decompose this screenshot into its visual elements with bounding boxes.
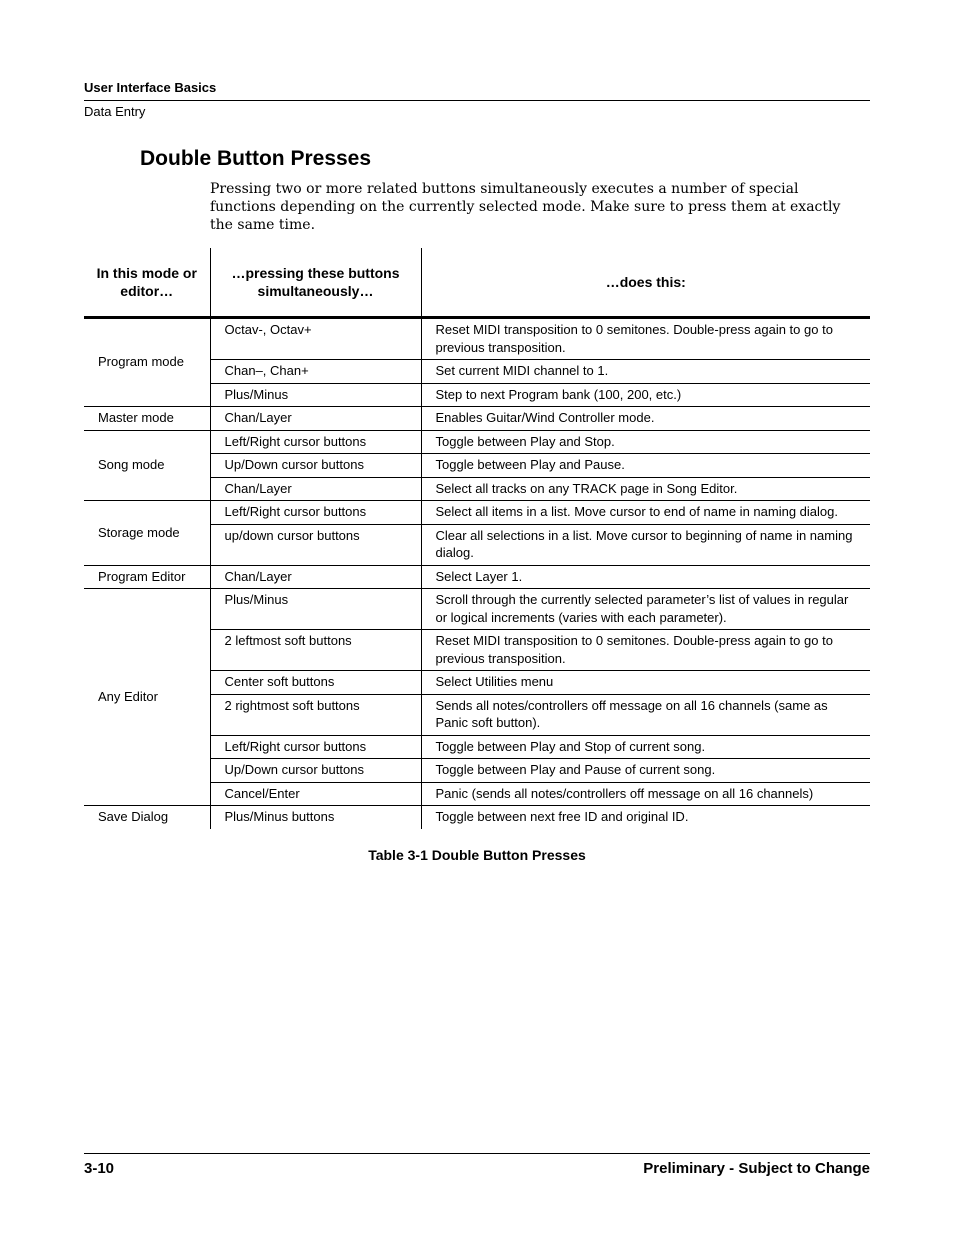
mode-cell: Program mode xyxy=(84,318,210,407)
column-header-buttons: …pressing these buttons simultaneously… xyxy=(210,248,421,318)
buttons-cell: Up/Down cursor buttons xyxy=(210,759,421,783)
column-header-action: …does this: xyxy=(421,248,870,318)
buttons-cell: Chan/Layer xyxy=(210,407,421,431)
action-cell: Select all tracks on any TRACK page in Song Editor. xyxy=(421,477,870,501)
buttons-cell: Left/Right cursor buttons xyxy=(210,735,421,759)
action-cell: Toggle between Play and Stop of current song. xyxy=(421,735,870,759)
buttons-cell: Chan–, Chan+ xyxy=(210,360,421,384)
buttons-cell: 2 leftmost soft buttons xyxy=(210,630,421,671)
mode-cell: Master mode xyxy=(84,407,210,431)
buttons-cell: Plus/Minus xyxy=(210,589,421,630)
buttons-cell: Octav-, Octav+ xyxy=(210,318,421,360)
buttons-cell: Chan/Layer xyxy=(210,565,421,589)
table-header-row xyxy=(84,248,870,318)
action-cell: Clear all selections in a list. Move cursor to beginning of name in naming dialog. xyxy=(421,524,870,565)
page-heading: Double Button Presses xyxy=(140,147,372,170)
action-cell: Panic (sends all notes/controllers off message on all 16 channels) xyxy=(421,782,870,806)
buttons-cell: Chan/Layer xyxy=(210,477,421,501)
table-row xyxy=(84,407,870,431)
buttons-cell: Plus/Minus xyxy=(210,383,421,407)
mode-cell: Any Editor xyxy=(84,589,210,806)
footer-note: Preliminary - Subject to Change xyxy=(643,1160,870,1177)
action-cell: Toggle between Play and Stop. xyxy=(421,430,870,454)
buttons-cell: Left/Right cursor buttons xyxy=(210,501,421,525)
mode-cell: Song mode xyxy=(84,430,210,501)
buttons-cell: up/down cursor buttons xyxy=(210,524,421,565)
table-row xyxy=(84,806,870,829)
table-row xyxy=(84,565,870,589)
action-cell: Reset MIDI transposition to 0 semitones. Double-press again to go to previous transposition. xyxy=(421,630,870,671)
buttons-cell: Plus/Minus buttons xyxy=(210,806,421,829)
action-cell: Scroll through the currently selected parameter’s list of values in regular or logical increments (varies with each parameter). xyxy=(421,589,870,630)
action-cell: Enables Guitar/Wind Controller mode. xyxy=(421,407,870,431)
table-row xyxy=(84,589,870,630)
action-cell: Toggle between Play and Pause. xyxy=(421,454,870,478)
page-number: 3-10 xyxy=(84,1160,115,1177)
action-cell: Select all items in a list. Move cursor to end of name in naming dialog. xyxy=(421,501,870,525)
action-cell: Select Layer 1. xyxy=(421,565,870,589)
buttons-cell: Cancel/Enter xyxy=(210,782,421,806)
table-row xyxy=(84,430,870,454)
buttons-cell: 2 rightmost soft buttons xyxy=(210,694,421,735)
table-row xyxy=(84,501,870,525)
action-cell: Sends all notes/controllers off message on all 16 channels (same as Panic soft button). xyxy=(421,694,870,735)
column-header-mode: In this mode or editor… xyxy=(84,248,210,318)
table-body xyxy=(84,318,870,829)
action-cell: Select Utilities menu xyxy=(421,671,870,695)
intro-paragraph: Pressing two or more related buttons simultaneously executes a number of special functions depending on the currently selected mode. Make sure to press them at exactly the same time. xyxy=(210,181,841,233)
mode-cell: Save Dialog xyxy=(98,809,169,824)
mode-cell: Storage mode xyxy=(84,501,210,566)
table-row xyxy=(84,318,870,360)
footer-rule xyxy=(84,1153,870,1154)
double-button-table xyxy=(84,248,870,829)
table-caption: Table 3-1 Double Button Presses xyxy=(368,847,586,863)
running-header-subsection: Data Entry xyxy=(84,104,146,119)
action-cell: Toggle between Play and Pause of current song. xyxy=(421,759,870,783)
action-cell: Toggle between next free ID and original ID. xyxy=(421,806,870,829)
buttons-cell: Up/Down cursor buttons xyxy=(210,454,421,478)
header-rule xyxy=(84,100,870,101)
buttons-cell: Center soft buttons xyxy=(210,671,421,695)
action-cell: Reset MIDI transposition to 0 semitones. Double-press again to go to previous transposition. xyxy=(421,318,870,360)
buttons-cell: Left/Right cursor buttons xyxy=(210,430,421,454)
mode-cell: Program Editor xyxy=(84,565,210,589)
running-header-section: User Interface Basics xyxy=(84,80,217,95)
action-cell: Step to next Program bank (100, 200, etc.) xyxy=(421,383,870,407)
action-cell: Set current MIDI channel to 1. xyxy=(421,360,870,384)
